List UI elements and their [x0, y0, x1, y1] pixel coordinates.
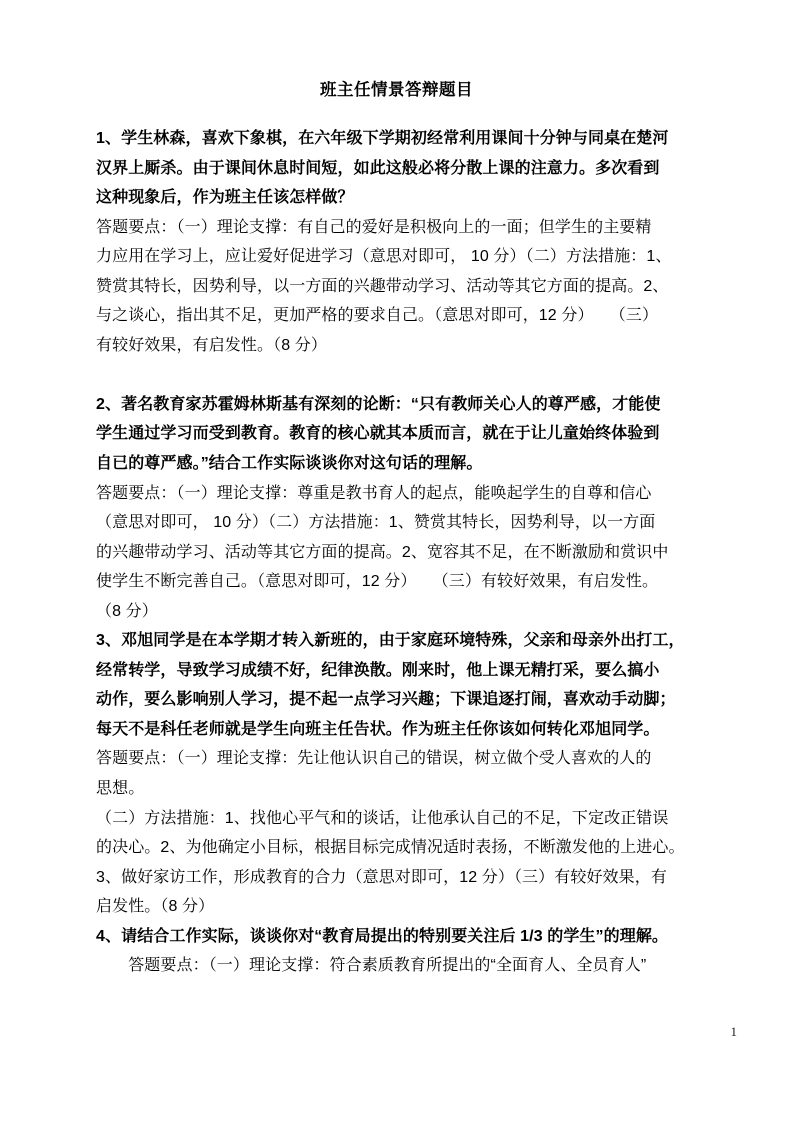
answer-line: （8 分） — [96, 602, 158, 620]
answer-line: （意思对即可， 10 分）（二）方法措施：1、赞赏其特长，因势利导，以一方面 — [96, 514, 656, 532]
question-prompt-line: 汉界上厮杀。由于课间休息时间短，如此这般必将分散上课的注意力。多次看到 — [96, 159, 660, 177]
answer-line: 的决心。2、为他确定小目标，根据目标完成情况适时表扬，不断激发他的上进心。 — [96, 839, 685, 857]
answer-line: （二）方法措施：1、找他心平气和的谈话，让他承认自己的不足，下定改正错误 — [96, 809, 669, 827]
question-prompt-line: 经常转学，导致学习成绩不好，纪律涣散。刚来时，他上课无精打采，要么搞小 — [96, 661, 660, 679]
answer-line: 答题要点：（一）理论支撑：尊重是教书育人的起点，能唤起学生的自尊和信心 — [96, 484, 652, 502]
answer-line: 的兴趣带动学习、活动等其它方面的提高。2、宽容其不足，在不断激励和赏识中 — [96, 543, 669, 561]
answer-line: 答题要点：（一）理论支撑：有自己的爱好是积极向上的一面；但学生的主要精 — [96, 218, 652, 236]
answer-line: 赞赏其特长，因势利导，以一方面的兴趣带动学习、活动等其它方面的提高。2、 — [96, 277, 669, 295]
answer-line: 力应用在学习上，应让爱好促进学习（意思对即可， 10 分）（二）方法措施：1、 — [96, 248, 672, 266]
page-number: 1 — [730, 1024, 737, 1039]
answer-line: 使学生不断完善自己。（意思对即可，12 分） （三）有较好效果，有启发性。 — [96, 573, 659, 591]
question-prompt-line: 2、著名教育家苏霍姆林斯基有深刻的论断：“只有教师关心人的尊严感，才能使 — [96, 395, 661, 413]
question-block-3 — [96, 626, 698, 921]
answer-line: 与之谈心，指出其不足，更加严格的要求自己。（意思对即可，12 分） （三） — [96, 307, 659, 325]
page-title: 班主任情景答辩题目 — [320, 81, 473, 99]
question-prompt-line: 学生通过学习而受到教育。教育的核心就其本质而言，就在于让儿童始终体验到 — [96, 425, 660, 443]
question-block-2 — [96, 390, 698, 626]
question-prompt-line: 这种现象后，作为班主任该怎样做？ — [96, 189, 354, 207]
answer-line: 思想。 — [96, 780, 145, 798]
answer-line: 答题要点：（一）理论支撑：先让他认识自己的错误，树立做个受人喜欢的人的 — [96, 750, 652, 768]
document-body — [96, 124, 698, 981]
question-prompt-line: 3、邓旭同学是在本学期才转入新班的，由于家庭环境特殊，父亲和母亲外出打工， — [96, 632, 685, 650]
question-prompt-line: 每天不是科任老师就是学生向班主任告状。作为班主任你该如何转化邓旭同学。 — [96, 720, 660, 738]
answer-line: 启发性。（8 分） — [96, 898, 215, 916]
question-block-4 — [96, 922, 698, 981]
paragraph-spacer — [96, 360, 698, 390]
answer-line: 有较好效果，有启发性。（8 分） — [96, 336, 327, 354]
question-prompt-line: 4、请结合工作实际，谈谈你对“教育局提出的特别要关注后 1/3 的学生”的理解。 — [96, 927, 669, 945]
question-prompt-line: 动作，要么影响别人学习，提不起一点学习兴趣；下课追逐打闹，喜欢动手动脚； — [96, 691, 676, 709]
answer-line: 答题要点：（一）理论支撑：符合素质教育所提出的“全面育人、全员育人” — [96, 957, 647, 975]
question-prompt-line: 1、学生林森，喜欢下象棋，在六年级下学期初经常利用课间十分钟与同桌在楚河 — [96, 130, 669, 147]
question-prompt-line: 自已的尊严感。”结合工作实际谈谈你对这句话的理解。 — [96, 455, 483, 473]
answer-line: 3、做好家访工作，形成教育的合力（意思对即可，12 分）（三）有较好效果，有 — [96, 868, 667, 886]
question-block-1 — [96, 124, 698, 360]
